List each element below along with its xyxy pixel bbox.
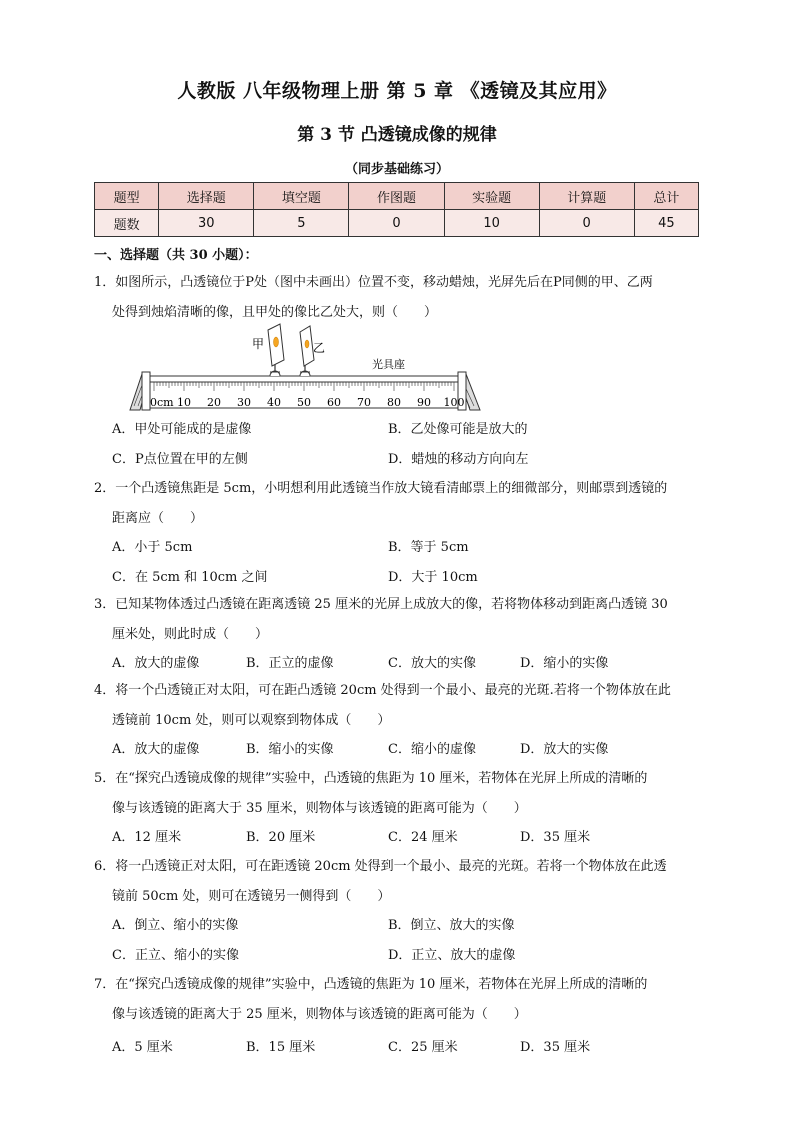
option-d[interactable]: D．放大的实像 <box>520 742 609 757</box>
optical-bench-figure <box>120 320 490 416</box>
flame-image-yi <box>305 340 309 348</box>
table-cell: 0 <box>349 210 444 237</box>
scale-tick-label: 40 <box>267 396 281 409</box>
question-3 <box>94 590 700 650</box>
option-c[interactable]: C．P点位置在甲的左侧 <box>112 452 248 467</box>
option-c[interactable]: C．放大的实像 <box>388 656 476 671</box>
question-stem: 1．如图所示，凸透镜位于P处（图中未画出）位置不变，移动蜡烛，光屏先后在P同侧的甲、乙两 <box>94 275 653 290</box>
option-c[interactable]: C．24 厘米 <box>388 830 458 845</box>
question-stem-cont: 厘米处，则此时成（ ） <box>112 627 269 642</box>
table-cell: 实验题 <box>444 183 539 210</box>
table-cell: 45 <box>634 210 698 237</box>
option-d[interactable]: D．蜡烛的移动方向向左 <box>388 452 529 467</box>
scale-tick-label: 30 <box>237 396 251 409</box>
question-7-options <box>112 1036 712 1060</box>
bench-rail <box>146 376 462 382</box>
option-a[interactable]: A．5 厘米 <box>112 1040 173 1055</box>
question-stem-cont: 透镜前 10cm 处，则可以观察到物体成（ ） <box>112 713 391 728</box>
question-stem: 2．一个凸透镜焦距是 5cm，小明想利用此透镜当作放大镜看清邮票上的细微部分，则邮票到透镜的 <box>94 481 668 496</box>
table-row <box>95 210 699 237</box>
question-1-options <box>112 418 712 478</box>
scale-tick-label: 10 <box>177 396 191 409</box>
question-stem: 5．在“探究凸透镜成像的规律”实验中，凸透镜的焦距为 10 厘米，若物体在光屏上所成的清晰的 <box>94 771 648 786</box>
option-c[interactable]: C．缩小的虚像 <box>388 742 476 757</box>
question-stem-cont: 像与该透镜的距离大于 35 厘米，则物体与该透镜的距离可能为（ ） <box>112 801 527 816</box>
scale-tick-label: 70 <box>357 396 371 409</box>
table-cell: 0 <box>539 210 634 237</box>
option-a[interactable]: A．小于 5cm <box>112 540 193 555</box>
option-c[interactable]: C．正立、缩小的实像 <box>112 948 239 963</box>
practice-note: （同步基础练习） <box>344 162 449 177</box>
option-d[interactable]: D．大于 10cm <box>388 570 478 585</box>
label-yi: 乙 <box>313 341 326 355</box>
option-b[interactable]: B．缩小的实像 <box>246 742 334 757</box>
table-cell: 选择题 <box>159 183 254 210</box>
screen-jia <box>268 324 284 366</box>
question-stem-cont: 像与该透镜的距离大于 25 厘米，则物体与该透镜的距离可能为（ ） <box>112 1007 527 1022</box>
page-title: 人教版 八年级物理上册 第 5 章 《透镜及其应用》 <box>177 80 617 102</box>
question-2 <box>94 474 700 534</box>
question-stem-cont: 处得到烛焰清晰的像，且甲处的像比乙处大，则（ ） <box>112 305 438 320</box>
table-cell: 题型 <box>95 183 159 210</box>
table-cell: 填空题 <box>254 183 349 210</box>
question-stem: 7．在“探究凸透镜成像的规律”实验中，凸透镜的焦距为 10 厘米，若物体在光屏上所成的清晰的 <box>94 977 648 992</box>
question-stem-cont: 距离应（ ） <box>112 511 204 526</box>
question-3-options <box>112 652 712 676</box>
scale-tick-label: 50 <box>297 396 311 409</box>
question-6-options <box>112 914 712 974</box>
option-a[interactable]: A．放大的虚像 <box>112 656 200 671</box>
question-2-options <box>112 536 712 596</box>
option-b[interactable]: B．等于 5cm <box>388 540 469 555</box>
question-7 <box>94 970 700 1030</box>
question-4 <box>94 676 700 736</box>
scale-unit-label: 0cm <box>150 396 174 409</box>
scale-tick-label: 60 <box>327 396 341 409</box>
question-stem: 4．将一个凸透镜正对太阳，可在距凸透镜 20cm 处得到一个最小、最亮的光斑.若将一个物体放在此 <box>94 683 671 698</box>
question-5 <box>94 764 700 824</box>
option-d[interactable]: D．35 厘米 <box>520 830 591 845</box>
question-1 <box>94 268 700 328</box>
option-b[interactable]: B．15 厘米 <box>246 1040 316 1055</box>
scale-tick-label: 100 <box>443 396 465 409</box>
section-heading: 一、选择题（共 30 小题）： <box>94 248 258 263</box>
question-5-options <box>112 826 712 850</box>
table-cell: 总计 <box>634 183 698 210</box>
option-a[interactable]: A．放大的虚像 <box>112 742 200 757</box>
option-a[interactable]: A．甲处可能成的是虚像 <box>112 422 252 437</box>
table-cell: 5 <box>254 210 349 237</box>
scale-tick-label: 80 <box>387 396 401 409</box>
question-stem: 6．将一凸透镜正对太阳，可在距透镜 20cm 处得到一个最小、最亮的光斑。若将一个物体放在此透 <box>94 859 667 874</box>
scale-tick-label: 20 <box>207 396 221 409</box>
option-b[interactable]: B．20 厘米 <box>246 830 316 845</box>
question-stats-table <box>94 182 699 237</box>
question-stem: 3．已知某物体透过凸透镜在距离透镜 25 厘米的光屏上成放大的像，若将物体移动到距离凸透镜 30 <box>94 597 668 612</box>
table-cell: 10 <box>444 210 539 237</box>
option-c[interactable]: C．在 5cm 和 10cm 之间 <box>112 570 268 585</box>
table-cell: 30 <box>159 210 254 237</box>
option-d[interactable]: D．缩小的实像 <box>520 656 609 671</box>
flame-image-jia <box>274 337 279 347</box>
option-d[interactable]: D．正立、放大的虚像 <box>388 948 516 963</box>
table-cell: 计算题 <box>539 183 634 210</box>
option-b[interactable]: B．乙处像可能是放大的 <box>388 422 528 437</box>
screen-yi <box>300 326 314 366</box>
option-b[interactable]: B．正立的虚像 <box>246 656 334 671</box>
question-4-options <box>112 738 712 762</box>
question-stem-cont: 镜前 50cm 处，则可在透镜另一侧得到（ ） <box>112 889 391 904</box>
table-cell: 作图题 <box>349 183 444 210</box>
option-d[interactable]: D．35 厘米 <box>520 1040 591 1055</box>
question-6 <box>94 852 700 912</box>
option-a[interactable]: A．倒立、缩小的实像 <box>112 918 239 933</box>
option-b[interactable]: B．倒立、放大的实像 <box>388 918 515 933</box>
label-optical-bench: 光具座 <box>372 358 405 371</box>
table-cell: 题数 <box>95 210 159 237</box>
scale-tick-label: 90 <box>417 396 431 409</box>
label-jia: 甲 <box>252 337 265 351</box>
section-subtitle: 第 3 节 凸透镜成像的规律 <box>297 125 497 145</box>
bench-left-end <box>142 372 150 410</box>
table-header-row <box>95 183 699 210</box>
option-a[interactable]: A．12 厘米 <box>112 830 182 845</box>
option-c[interactable]: C．25 厘米 <box>388 1040 458 1055</box>
